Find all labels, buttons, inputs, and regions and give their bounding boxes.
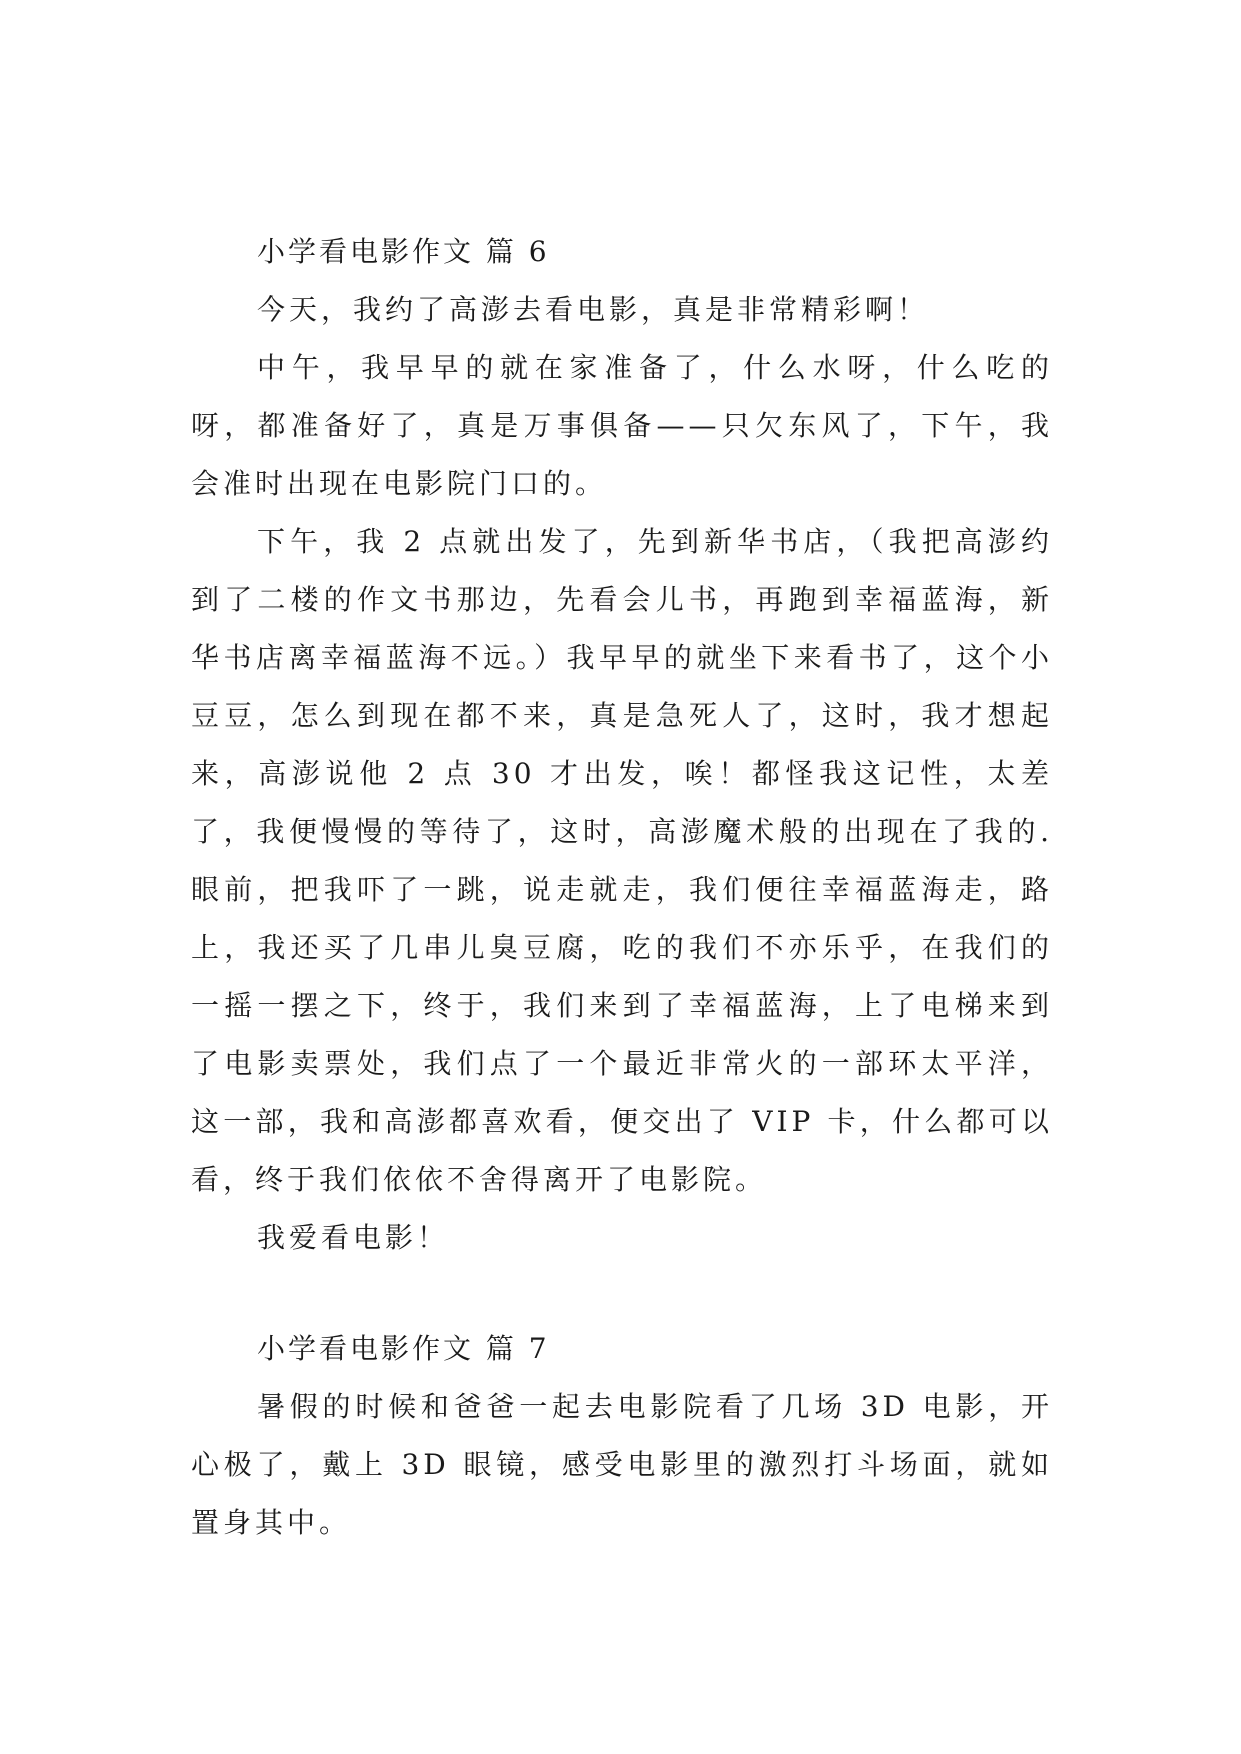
essay-7-paragraph-1: 暑假的时候和爸爸一起去电影院看了几场 3D 电影，开心极了，戴上 3D 眼镜，感受电影里的激烈打斗场面，就如置身其中。 <box>191 1390 1053 1539</box>
essay-6-paragraph-2: 中午，我早早的就在家准备了，什么水呀，什么吃的呀，都准备好了，真是万事俱备——只欠东风了，下午，我会准时出现在电影院门口的。 <box>191 351 1053 500</box>
essay-7-title: 小学看电影作文 篇 7 <box>257 1332 550 1365</box>
essay-6-paragraph-3: 下午，我 2 点就出发了，先到新华书店，（我把高澎约到了二楼的作文书那边，先看会儿书，再跑到幸福蓝海，新华书店离幸福蓝海不远。）我早早的就坐下来看书了，这个小豆豆，怎么到现在都不来，真是急死人了，这时，我才想起来，高澎说他 2 点 30 才出发，唉！都怪我这记性，太差了，我便慢慢的等待了，这时，高澎魔术般的出现在了我的.眼前，把我吓了一跳，说走就走，我们便往幸福蓝海走，路上，我还买了几串儿臭豆腐，吃的我们不亦乐乎，在我们的一摇一摆之下，终于，我们来到了幸福蓝海，上了电梯来到了电影卖票处，我们点了一个最近非常火的一部环太平洋，这一部，我和高澎都喜欢看，便交出了 VIP 卡，什么都可以看，终于我们依依不舍得离开了电影院。 <box>191 525 1053 1196</box>
essay-6 <box>191 223 1053 1267</box>
essay-6-paragraph-1: 今天，我约了高澎去看电影，真是非常精彩啊！ <box>257 293 930 326</box>
essay-7 <box>191 1320 1053 1552</box>
essay-6-paragraph-4: 我爱看电影！ <box>257 1221 450 1254</box>
essay-6-title: 小学看电影作文 篇 6 <box>257 235 550 268</box>
